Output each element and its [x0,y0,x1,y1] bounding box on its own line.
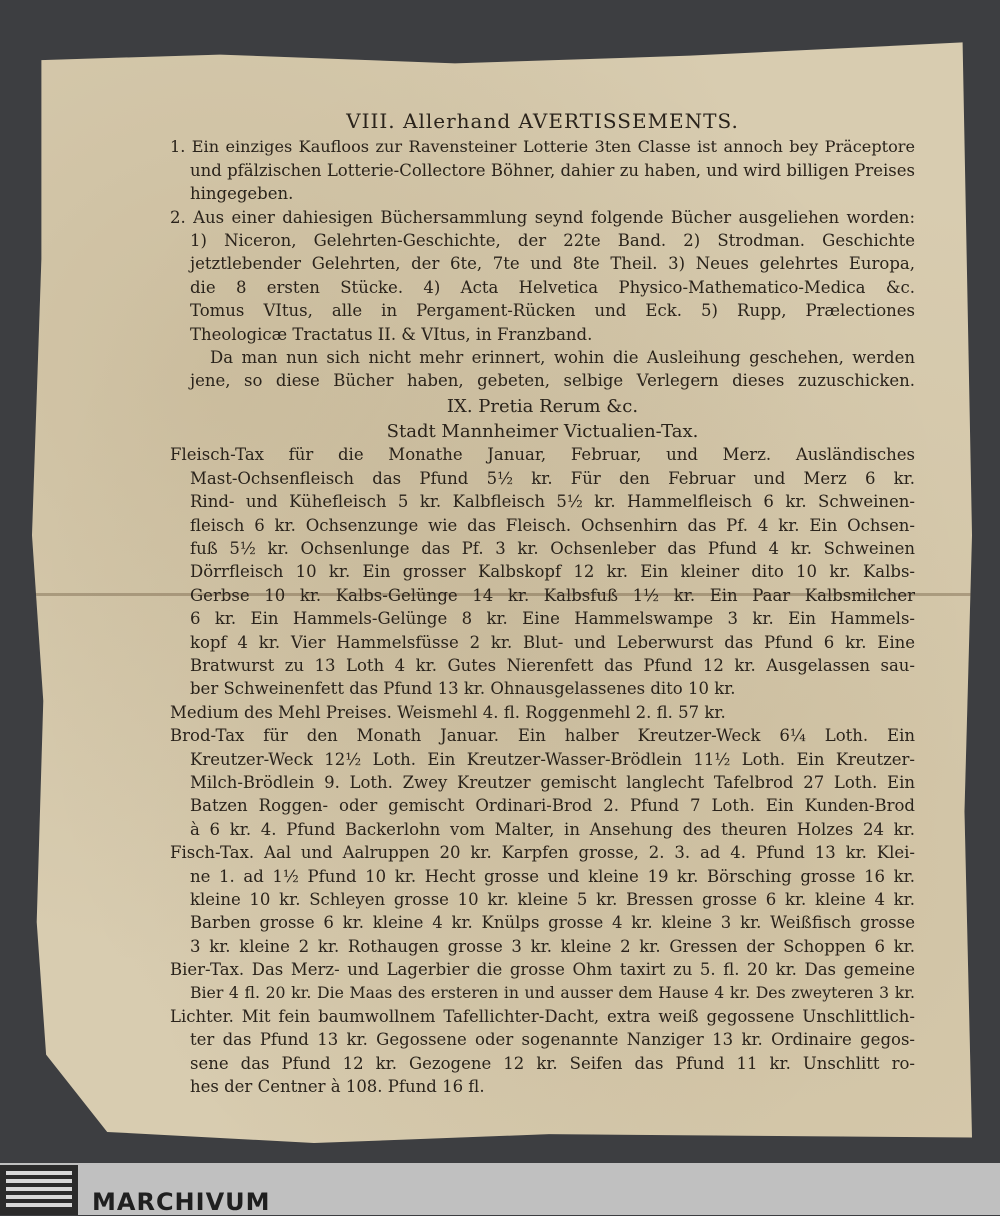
text-line: Lichter. Mit fein baumwollnem Tafellichter-Dacht, extra weiß gegossene Unschlittlich- [170,1006,915,1026]
text-line: jene, so diese Bücher haben, gebeten, selbige Verlegern dieses zuzuschicken. [190,371,915,391]
text-line: Barben grosse 6 kr. kleine 4 kr. Knülps grosse 4 kr. kleine 3 kr. Weißfisch grosse [190,913,915,933]
text-line: 2. Aus einer dahiesigen Büchersammlung seynd folgende Bücher ausgeliehen worden: [170,207,915,227]
text-line: 6 kr. Ein Hammels-Gelünge 8 kr. Eine Hammelswampe 3 kr. Ein Hammels- [190,609,915,629]
text-line: Kreutzer-Weck 12½ Loth. Ein Kreutzer-Wasser-Brödlein 11½ Loth. Ein Kreutzer- [190,749,915,769]
text-line: Bratwurst zu 13 Loth 4 kr. Gutes Nierenfett das Pfund 12 kr. Ausgelassen sau- [190,655,915,675]
text-line: Fleisch-Tax für die Monathe Januar, Februar, und Merz. Ausländisches [170,445,915,465]
section-subheading-victualien-tax: Stadt Mannheimer Victualien-Tax. [386,421,699,443]
text-line: Rind- und Kühefleisch 5 kr. Kalbfleisch 5½ kr. Hammelfleisch 6 kr. Schweinen- [190,492,915,512]
text-line: Gerbse 10 kr. Kalbs-Gelünge 14 kr. Kalbsfuß 1½ kr. Ein Paar Kalbsmilcher [190,585,915,605]
marchivum-logo-icon [0,1165,78,1215]
text-line: kopf 4 kr. Vier Hammelsfüsse 2 kr. Blut- und Leberwurst das Pfund 6 kr. Eine [190,632,915,652]
text-line: 3 kr. kleine 2 kr. Rothaugen grosse 3 kr. kleine 2 kr. Gressen der Schoppen 6 kr. [190,936,915,956]
text-line: Brod-Tax für den Monath Januar. Ein halber Kreutzer-Weck 6¼ Loth. Ein [170,726,915,746]
text-line: sene das Pfund 12 kr. Gezogene 12 kr. Seifen das Pfund 11 kr. Unschlitt ro- [190,1053,915,1073]
text-line: Milch-Brödlein 9. Loth. Zwey Kreutzer gemischt langlecht Tafelbrod 27 Loth. Ein [190,772,915,792]
text-line: Theologicæ Tractatus II. & VItus, in Franzband. [190,324,593,344]
text-line: ne 1. ad 1½ Pfund 10 kr. Hecht grosse und kleine 19 kr. Börsching grosse 16 kr. [190,866,915,886]
text-line: hes der Centner à 108. Pfund 16 fl. [190,1077,485,1097]
text-line: und pfälzischen Lotterie-Collectore Böhner, dahier zu haben, und wird billigen Preises [190,160,915,180]
text-line: 1) Niceron, Gelehrten-Geschichte, der 22te Band. 2) Strodman. Geschichte [190,230,915,250]
text-line: Batzen Roggen- oder gemischt Ordinari-Brod 2. Pfund 7 Loth. Ein Kunden-Brod [190,796,915,816]
text-line: Bier 4 fl. 20 kr. Die Maas des ersteren in und ausser dem Hause 4 kr. Des zweyteren 3 kr. [190,983,915,1003]
text-line: fleisch 6 kr. Ochsenzunge wie das Fleisch. Ochsenhirn das Pf. 4 kr. Ein Ochsen- [190,515,915,535]
text-line: Medium des Mehl Preises. Weismehl 4. fl. Roggenmehl 2. fl. 57 kr. [170,702,726,722]
text-line: ber Schweinenfett das Pfund 13 kr. Ohnausgelassenes dito 10 kr. [190,679,736,699]
text-line: die 8 ersten Stücke. 4) Acta Helvetica Physico-Mathematico-Medica &c. [190,277,915,297]
marchivum-brand-text: MARCHIVUM [92,1188,271,1216]
text-line: Dörrfleisch 10 kr. Ein grosser Kalbskopf 12 kr. Ein kleiner dito 10 kr. Kalbs- [190,562,915,582]
text-line: hingegeben. [190,184,294,204]
text-line: Mast-Ochsenfleisch das Pfund 5½ kr. Für den Februar und Merz 6 kr. [190,468,915,488]
text-line: à 6 kr. 4. Pfund Backerlohn vom Malter, in Ansehung des theuren Holzes 24 kr. [190,819,915,839]
text-line: ter das Pfund 13 kr. Gegossene oder sogenannte Nanziger 13 kr. Ordinaire gegos- [190,1030,915,1050]
text-line: Bier-Tax. Das Merz- und Lagerbier die grosse Ohm taxirt zu 5. fl. 20 kr. Das gemeine [170,960,915,980]
text-line: fuß 5½ kr. Ochsenlunge das Pf. 3 kr. Ochsenleber das Pfund 4 kr. Schweinen [190,539,915,559]
section-heading-avertissements: VIII. Allerhand AVERTISSEMENTS. [346,110,739,133]
text-line: jetztlebender Gelehrten, der 6te, 7te und 8te Theil. 3) Neues gelehrtes Europa, [190,254,915,274]
text-line: kleine 10 kr. Schleyen grosse 10 kr. kleine 5 kr. Bressen grosse 6 kr. kleine 4 kr. [190,889,915,909]
text-line: 1. Ein einziges Kaufloos zur Ravensteiner Lotterie 3ten Classe ist annoch bey Präceptore [170,137,915,157]
text-line: Da man nun sich nicht mehr erinnert, wohin die Ausleihung geschehen, werden [210,347,915,367]
text-line: Fisch-Tax. Aal und Aalruppen 20 kr. Karpfen grosse, 2. 3. ad 4. Pfund 13 kr. Klei- [170,843,915,863]
text-line: Tomus VItus, alle in Pergament-Rücken und Eck. 5) Rupp, Prælectiones [190,301,915,321]
document-text [170,110,915,1098]
section-heading-pretia: IX. Pretia Rerum &c. [446,395,639,417]
